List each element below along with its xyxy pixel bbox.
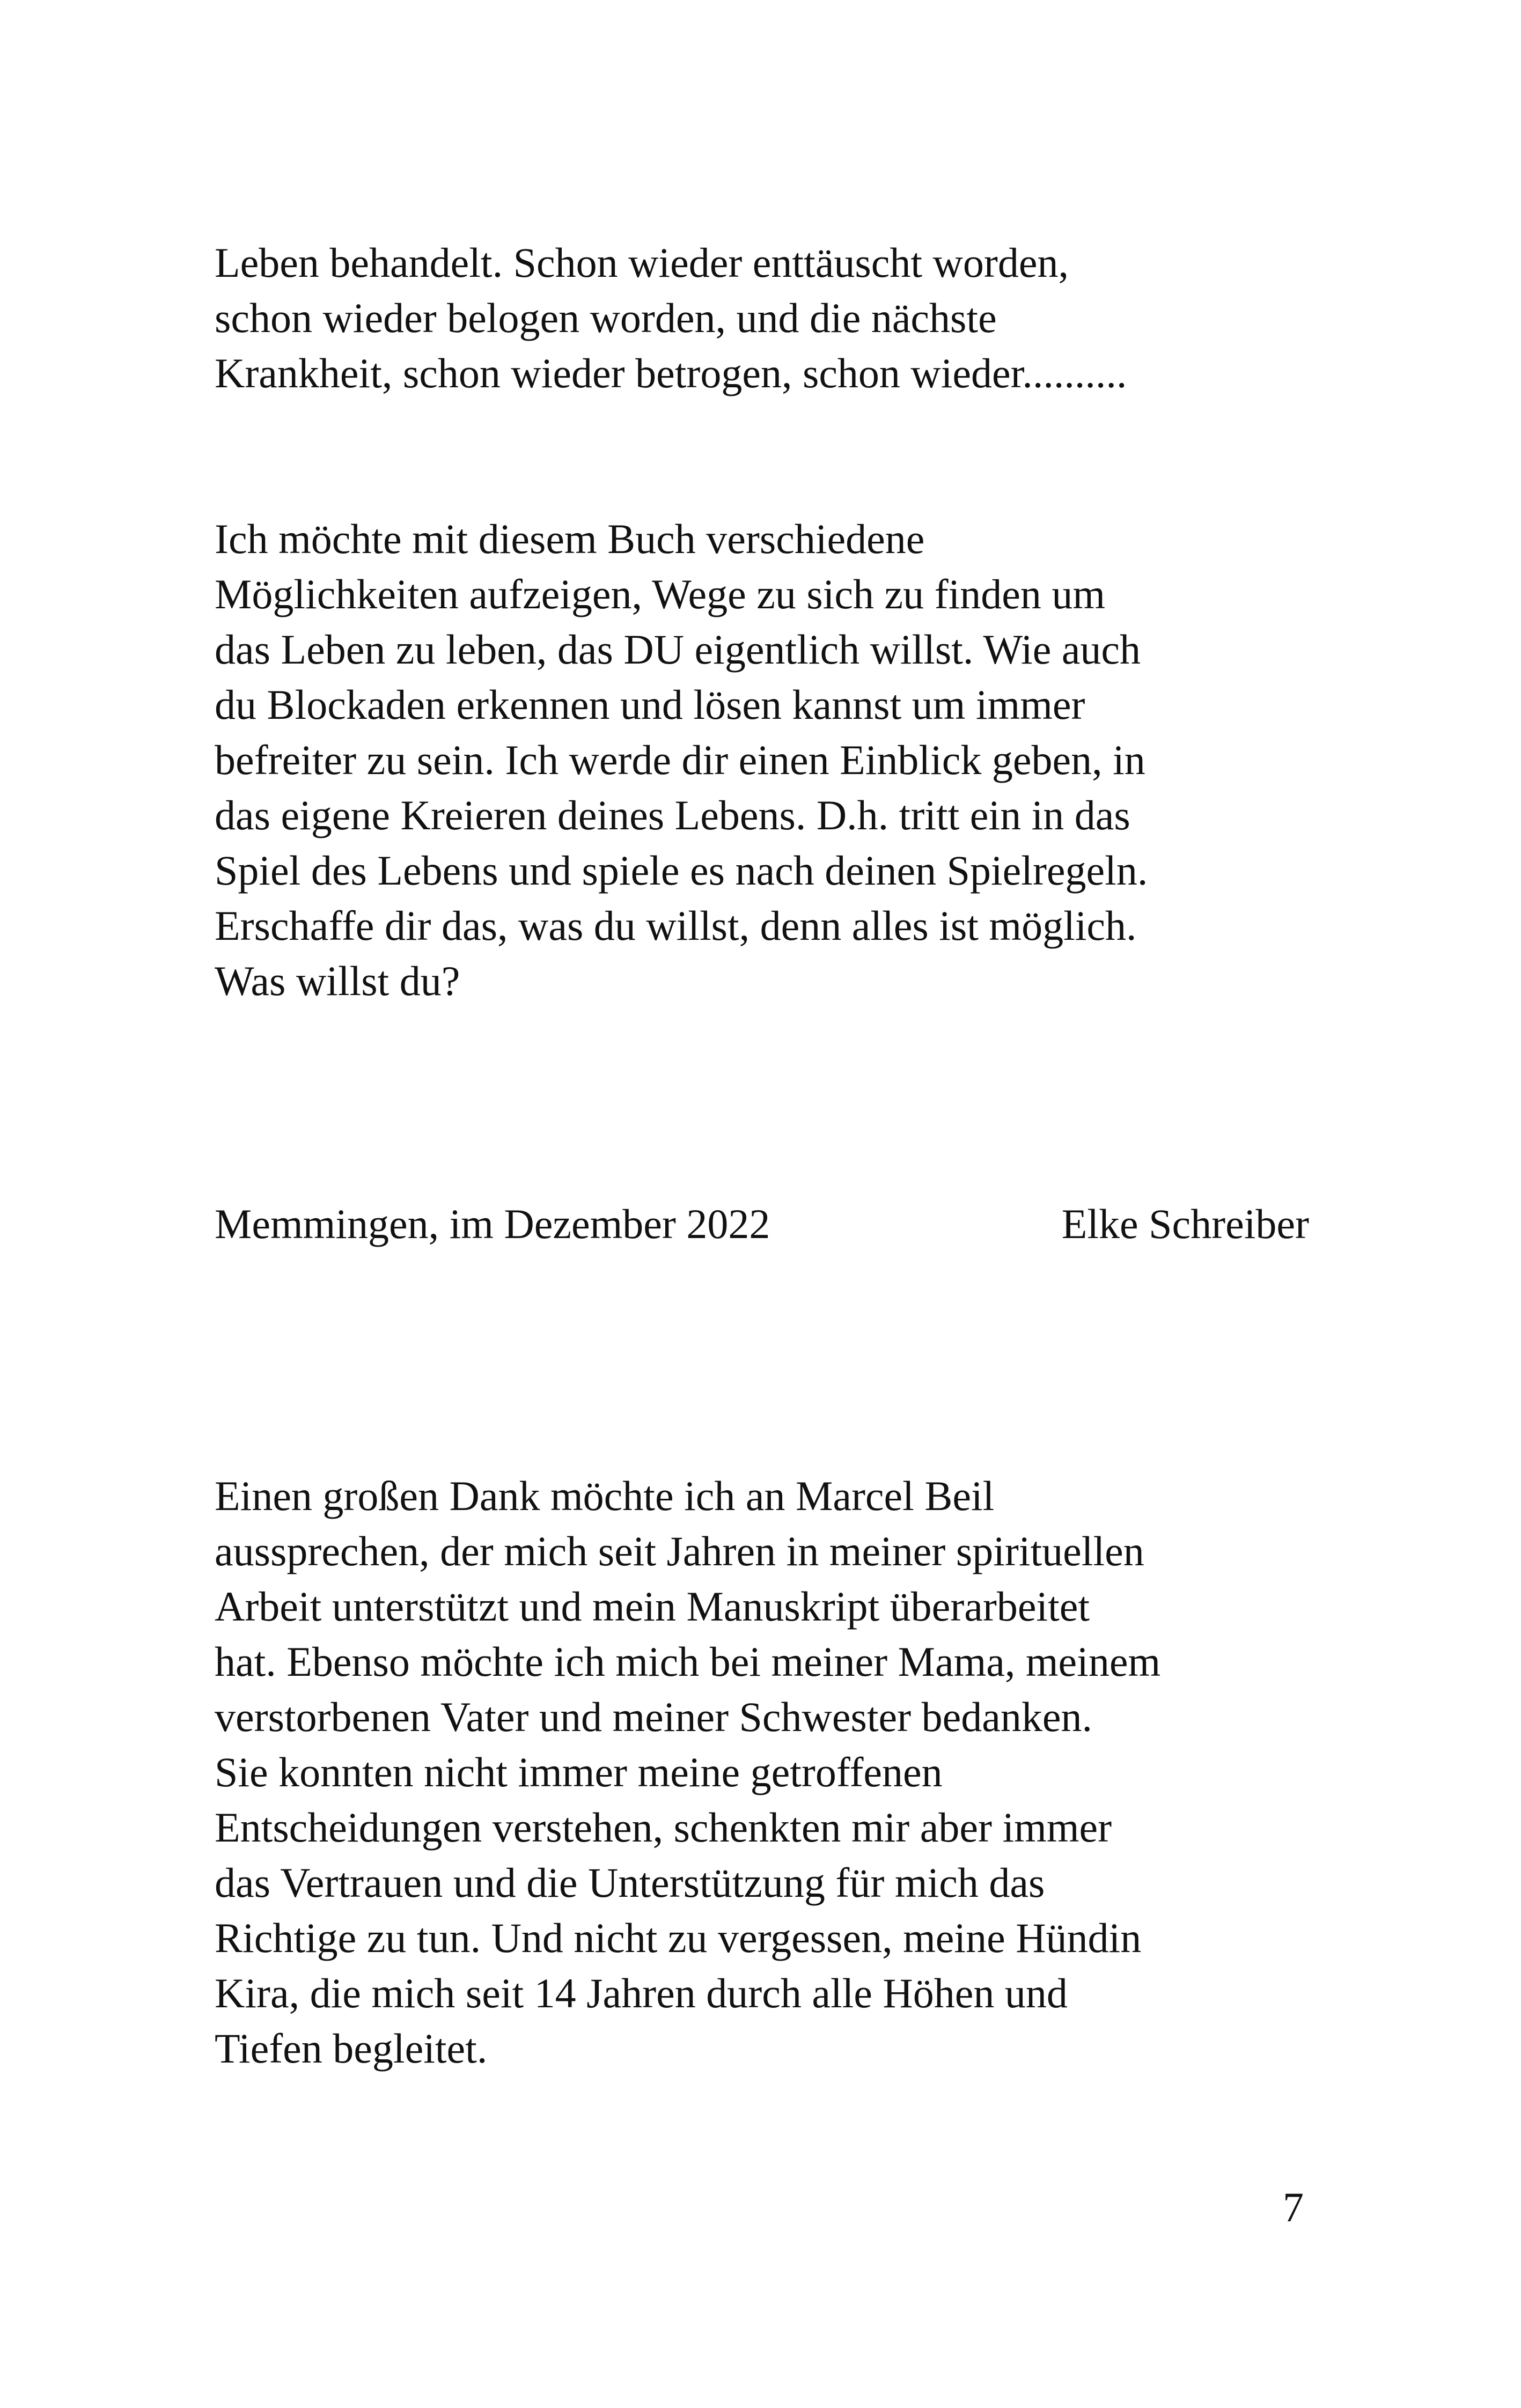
text-line: du Blockaden erkennen und lösen kannst um immer xyxy=(215,681,1085,728)
text-line: Tiefen begleitet. xyxy=(215,2025,488,2072)
text-line: das Leben zu leben, das DU eigentlich willst. Wie auch xyxy=(215,626,1141,673)
text-line: Einen großen Dank möchte ich an Marcel Beil xyxy=(215,1472,995,1519)
text-line: Entscheidungen verstehen, schenkten mir aber immer xyxy=(215,1804,1112,1851)
text-line: Richtige zu tun. Und nicht zu vergessen, meine Hündin xyxy=(215,1914,1142,1961)
text-line: Leben behandelt. Schon wieder enttäuscht worden, xyxy=(215,239,1069,286)
author-name: Elke Schreiber xyxy=(1061,1201,1309,1247)
paragraph-intro-continuation xyxy=(215,235,1320,401)
text-line: hat. Ebenso möchte ich mich bei meiner Mama, meinem xyxy=(215,1638,1161,1685)
text-line: verstorbenen Vater und meiner Schwester bedanken. xyxy=(215,1693,1092,1740)
text-line: Was willst du? xyxy=(215,958,460,1004)
text-line: schon wieder belogen worden, und die nächste xyxy=(215,294,997,341)
text-line: Krankheit, schon wieder betrogen, schon wieder.......... xyxy=(215,350,1127,396)
text-line: Kira, die mich seit 14 Jahren durch alle Höhen und xyxy=(215,1970,1068,2016)
paragraph-book-purpose xyxy=(215,511,1320,1008)
place-date: Memmingen, im Dezember 2022 xyxy=(215,1201,770,1247)
text-line: Erschaffe dir das, was du willst, denn alles ist möglich. xyxy=(215,902,1137,949)
text-line: Spiel des Lebens und spiele es nach deinen Spielregeln. xyxy=(215,847,1148,894)
text-line: Sie konnten nicht immer meine getroffenen xyxy=(215,1749,943,1795)
text-line: befreiter zu sein. Ich werde dir einen Einblick geben, in xyxy=(215,737,1145,783)
text-line: Arbeit unterstützt und mein Manuskript überarbeitet xyxy=(215,1583,1090,1630)
text-line: Ich möchte mit diesem Buch verschiedene xyxy=(215,516,925,562)
text-line: das Vertrauen und die Unterstützung für mich das xyxy=(215,1859,1045,1906)
paragraph-acknowledgements xyxy=(215,1468,1320,2076)
text-line: Möglichkeiten aufzeigen, Wege zu sich zu finden um xyxy=(215,571,1106,617)
page-number: 7 xyxy=(1283,2184,1304,2230)
text-line: aussprechen, der mich seit Jahren in meiner spirituellen xyxy=(215,1528,1144,1574)
signature-line xyxy=(215,1196,1309,1255)
text-line: das eigene Kreieren deines Lebens. D.h. tritt ein in das xyxy=(215,792,1130,838)
